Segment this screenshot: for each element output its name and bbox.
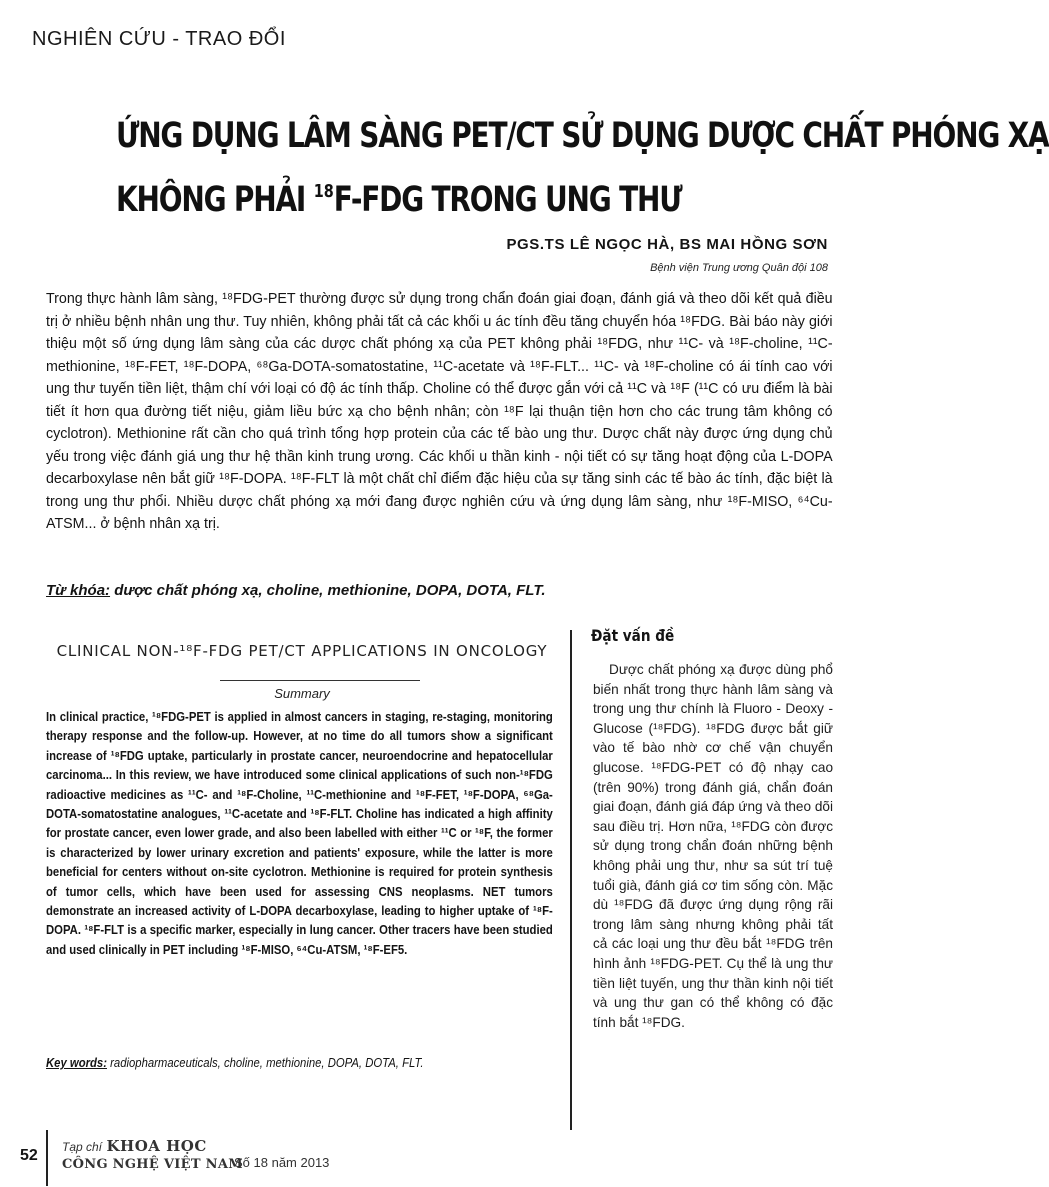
keywords-vietnamese	[46, 582, 546, 599]
section-heading: Đặt vấn đề	[591, 626, 675, 645]
footer-divider	[46, 1130, 48, 1186]
column-divider	[570, 630, 572, 1130]
affiliation: Bệnh viện Trung ương Quân đội 108	[650, 262, 828, 274]
issue-info: Số 18 năm 2013	[234, 1155, 330, 1170]
keywords-value: dược chất phóng xạ, choline, methionine, DOPA, DOTA, FLT.	[110, 582, 546, 599]
authors: PGS.TS LÊ NGỌC HÀ, BS MAI HỒNG SƠN	[506, 236, 828, 253]
title-line-1: ỨNG DỤNG LÂM SÀNG PET/CT SỬ DỤNG DƯỢC CHẤT PHÓNG XẠ	[116, 116, 1049, 156]
keywords-english	[46, 1054, 553, 1073]
english-title: CLINICAL NON-¹⁸F-FDG PET/CT APPLICATIONS IN ONCOLOGY	[56, 642, 548, 660]
english-abstract: In clinical practice, ¹⁸FDG-PET is applied in almost cancers in staging, re-staging, monitoring therapy response and the follow-up. However, at no time do all tumors show a significant increase of ¹⁸FDG uptake, particularly in prostate cancer, neuroendocrine and hepatocellular carcinoma... In this review, we have introduced some clinical applications of such non-¹⁸FDG radioactive medicines as ¹¹C- and ¹⁸F-Choline, ¹¹C-methionine and ¹⁸F-FET, ¹⁸F-DOPA, ⁶⁸Ga-DOTA-somatostatine analogues, ¹¹C-acetate and ¹⁸F-FLT. Choline has indicated a high affinity for prostate cancer, even lower grade, and also been labelled with either ¹¹C or ¹⁸F, the former is characterized by lower urinary excretion and patients' exposure, while the latter is more beneficial for centers without on-site cyclotron. Methionine is required for protein synthesis of tumor cells, which have been used for assessing CNS neoplasms. NET tumors demonstrate an increased activity of L-DOPA decarboxylase, leading to higher uptake of ¹⁸F-DOPA. ¹⁸F-FLT is a specific marker, especially in lung cancer. Other tracers have been studied and used clinically in PET including ¹⁸F-MISO, ⁶⁴Cu-ATSM, ¹⁸F-EF5.	[46, 710, 553, 957]
journal-logo	[62, 1137, 243, 1172]
section-label: NGHIÊN CỨU - TRAO ĐỔI	[32, 28, 286, 50]
summary-label: Summary	[274, 686, 330, 701]
page-number: 52	[20, 1147, 38, 1164]
divider	[220, 680, 420, 681]
abstract-vietnamese: Trong thực hành lâm sàng, ¹⁸FDG-PET thường được sử dụng trong chẩn đoán giai đoạn, đánh giá và theo dõi kết quả điều trị ở nhiều bệnh nhân ung thư. Tuy nhiên, không phải tất cả các khối u ác tính đều tăng chuyển hóa ¹⁸FDG. Bài báo này giới thiệu một số ứng dụng lâm sàng của các dược chất phóng xạ của PET không phải ¹⁸FDG, như ¹¹C- và ¹⁸F-choline, ¹¹C-methionine, ¹⁸F-FET, ¹⁸F-DOPA, ⁶⁸Ga-DOTA-somatostatine, ¹¹C-acetate và ¹⁸F-FLT... ¹¹C- và ¹⁸F-choline có ái tính cao với ung thư tuyến tiền liệt, thậm chí với loại có độ ác tính thấp. Choline có thể được gắn với cả ¹¹C và ¹⁸F (¹¹C có ưu điểm là bài tiết ít hơn qua đường tiết niệu, giảm liều bức xạ cho bệnh nhân; còn ¹⁸F lại thuận tiện hơn cho các trung tâm không có cyclotron). Methionine rất cần cho quá trình tổng hợp protein của các tế bào ung thư. Dược chất này được ứng dụng chủ yếu trong việc đánh giá ung thư hệ thần kinh trung ương. Các khối u thần kinh - nội tiết có sự tăng hoạt động của L-DOPA decarboxylase nên bắt giữ ¹⁸F-DOPA. ¹⁸F-FLT là một chất chỉ điểm đặc hiệu của sự tăng sinh các tế bào ác tính, đặc biệt là trong ung thư phổi. Nhiều dược chất phóng xạ mới đang được nghiên cứu và ứng dụng lâm sàng, như ¹⁸F-MISO, ⁶⁴Cu-ATSM... ở bệnh nhân xạ trị.	[46, 290, 833, 532]
article-title	[116, 108, 1049, 228]
journal-name-1: KHOA HỌC	[106, 1137, 207, 1155]
journal-prefix: Tạp chí	[62, 1140, 103, 1154]
key-words-label: Key words:	[46, 1056, 107, 1070]
title-line-2: KHÔNG PHẢI $^{18}$F-FDG TRONG UNG THƯ	[116, 180, 682, 220]
journal-name-2: CÔNG NGHỆ VIỆT NAM	[62, 1157, 243, 1172]
section-body: Dược chất phóng xạ được dùng phổ biến nhất trong thực hành lâm sàng và trong ung thư chính là Fluoro - Deoxy - Glucose (¹⁸FDG). ¹⁸FDG được bắt giữ vào tế bào nhờ cơ chế vận chuyển glucose. ¹⁸FDG-PET có độ nhạy cao (trên 90%) trong đánh giá, chẩn đoán giai đoạn, đánh giá đáp ứng và theo dõi sau điều trị. Hơn nữa, ¹⁸FDG còn được sử dụng trong chẩn đoán những bệnh không phải ung thư, như sa sút trí tuệ tuổi già, đánh giá cơ tim sống còn. Mặc dù ¹⁸FDG đã được ứng dụng rộng rãi trong lâm sàng nhưng không phải tất cả các loại ung thư đều bắt ¹⁸FDG trên hình ảnh ¹⁸FDG-PET. Cụ thể là ung thư tiền liệt tuyến, ung thư thần kinh nội tiết và ung thư gan có thể không có đặc tính bắt ¹⁸FDG.	[593, 662, 833, 1030]
keywords-label: Từ khóa:	[46, 582, 111, 599]
key-words-value: radiopharmaceuticals, choline, methionine, DOPA, DOTA, FLT.	[106, 1056, 424, 1070]
